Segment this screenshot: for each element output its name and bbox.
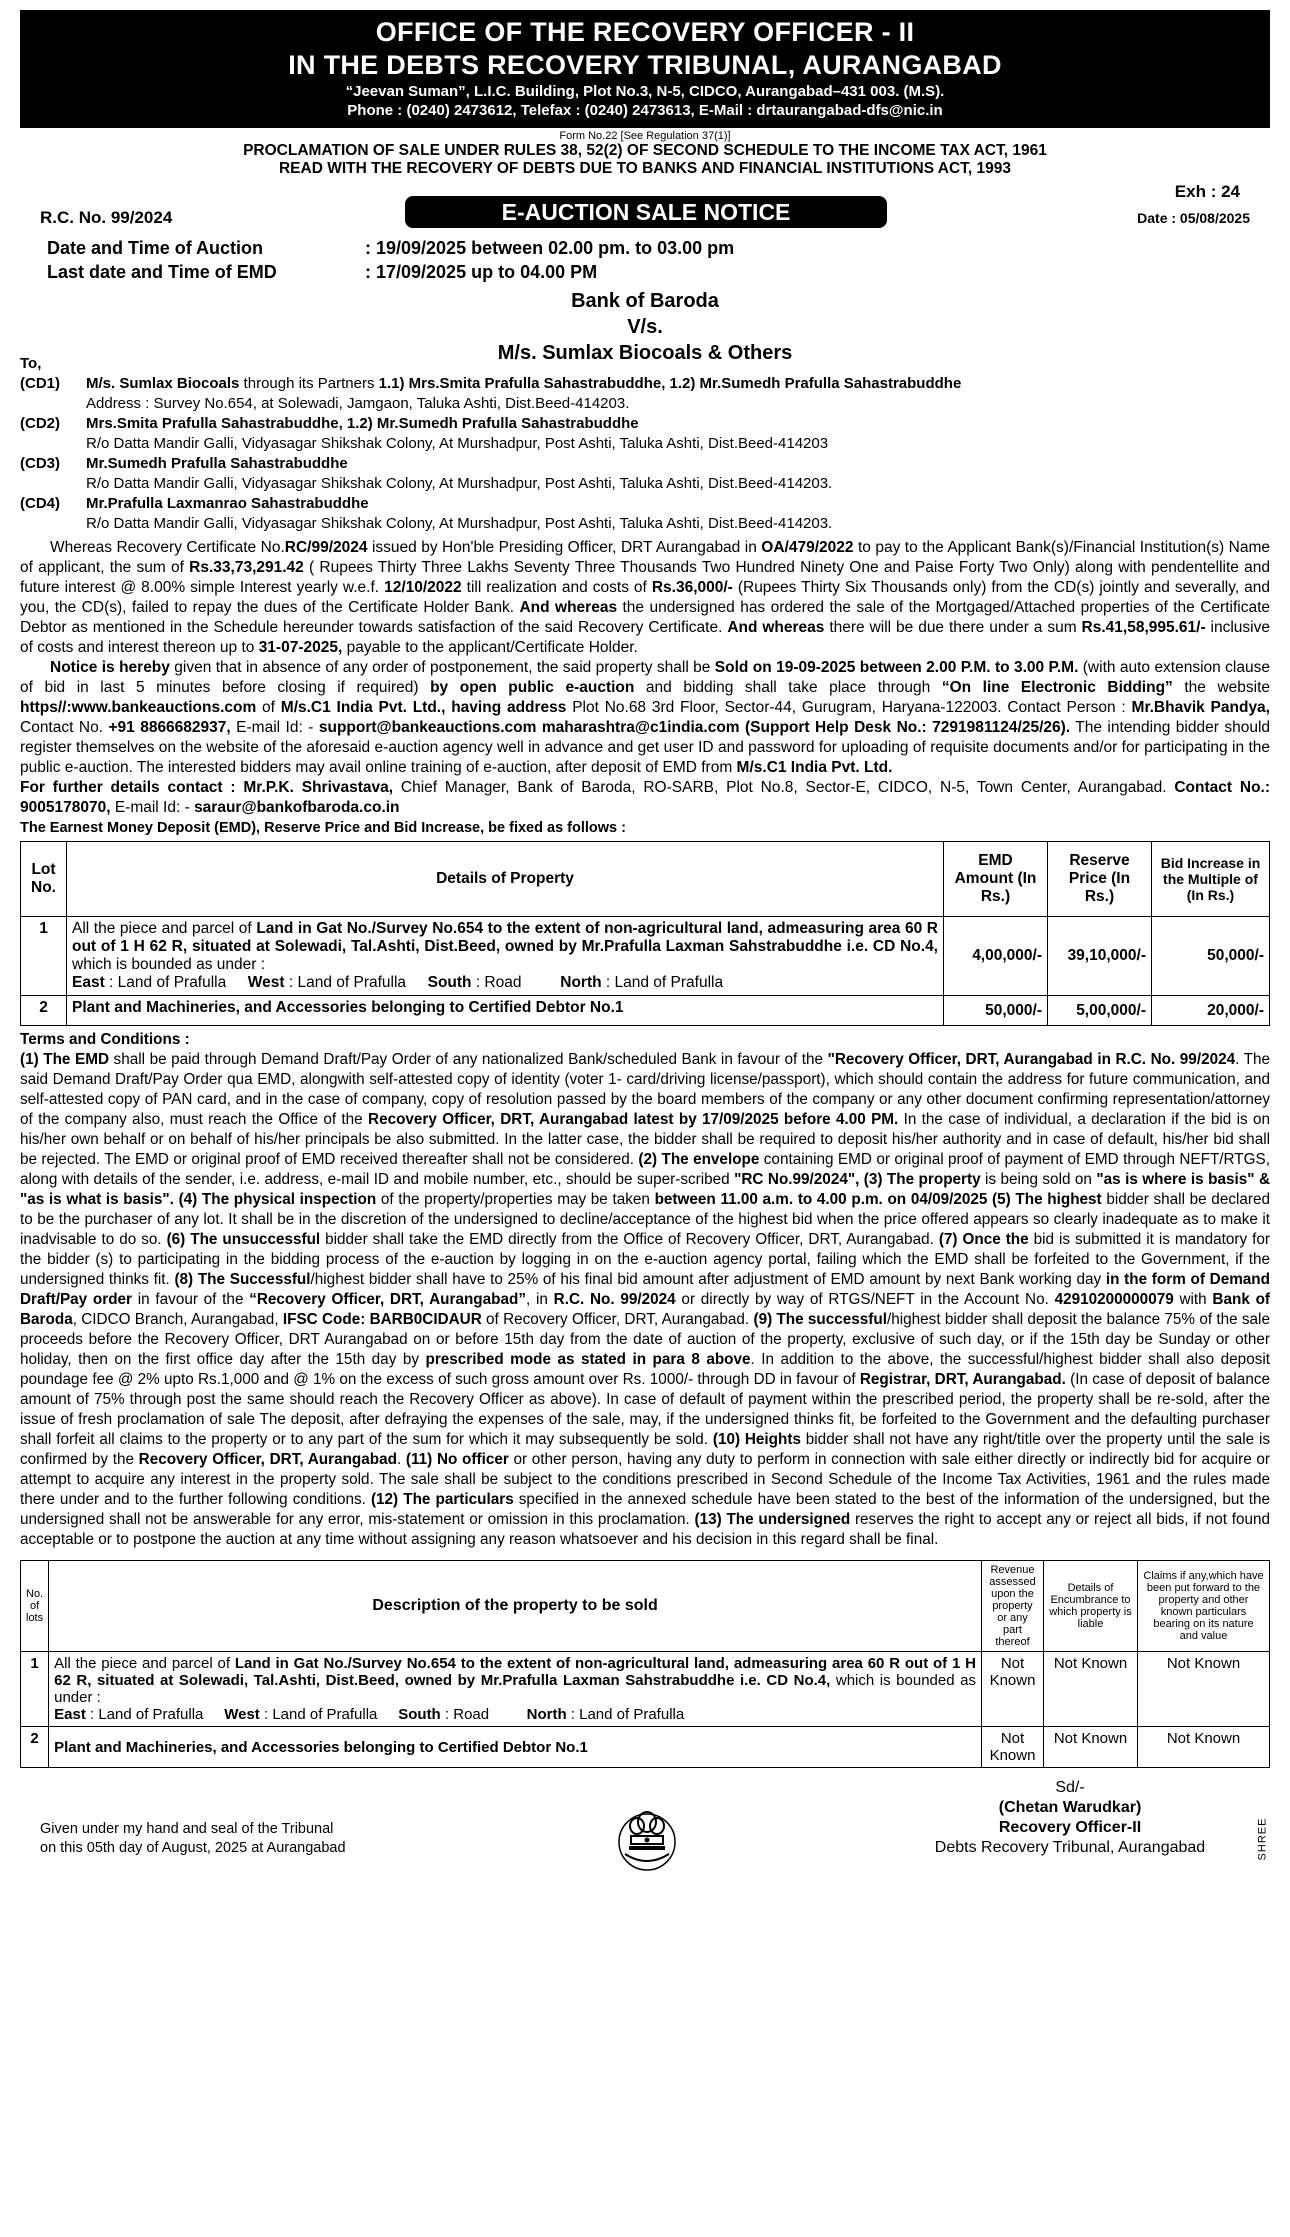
col-encumbrance: Details of Encumbrance to which property is liable <box>1044 1561 1138 1652</box>
tribunal-title: IN THE DEBTS RECOVERY TRIBUNAL, AURANGABAD <box>288 50 1002 80</box>
interest-date: 12/10/2022 <box>384 579 462 596</box>
term-bold-text: "RC No.99/2024", (3) The property <box>734 1171 981 1188</box>
lot-number: 1 <box>21 917 67 996</box>
rc-number: R.C. No. 99/2024 <box>40 208 173 227</box>
term-bold-text: (7) Once the <box>938 1231 1029 1248</box>
col-bid: Bid Increase in the Multiple of (In Rs.) <box>1152 842 1270 917</box>
term-bold-text: "as is where is basis" & "as is what is basis". (4) The physical inspection <box>20 1171 1270 1208</box>
term-bold-text: R.C. No. 99/2024 <box>553 1291 676 1308</box>
text: And whereas <box>519 599 618 616</box>
due-date: 31-07-2025, <box>258 639 343 656</box>
text: South <box>427 974 472 991</box>
notice-paragraph <box>20 658 1270 778</box>
term-text: or directly by way of RTGS/NEFT in the Account No. <box>675 1291 1055 1308</box>
col-lots: No. of lots <box>21 1561 49 1652</box>
term-bold-text: 42910200000079 <box>1054 1291 1174 1308</box>
text: issued by Hon'ble Presiding Officer, DRT Aurangabad in <box>367 539 762 556</box>
term-text: bid is submitted it is mandatory for the bidder (s) to participating in the bidding process of the e-auction by logging in on the e-auction agency portal, failing which the EMD shall be forfeited to the Government, if the undersigned thinks fit. <box>20 1231 1270 1288</box>
terms-body <box>20 1050 1270 1550</box>
auction-website-link[interactable]: https//:www.bankeauctions.com <box>20 699 257 716</box>
text: Land in Gat No./Survey No.654 to the extent of non-agricultural land, admeasuring area 60 R out of 1 H 62 R, situated at Solewadi, Tal.Ashti, Dist.Beed, owned by Mr.Prafulla Laxman Sahstrabuddhe i.e. CD No.4, <box>72 920 939 955</box>
term-bold-text: "Recovery Officer, DRT, Aurangabad in R.C. No. 99/2024 <box>827 1051 1236 1068</box>
auction-date-value: : 19/09/2025 between 02.00 pm. to 03.00 pm <box>365 238 735 258</box>
term-text: (In case of deposit of balance amount of 75% through post the same should reach the Recovery Officer as above). In case of default of payment within the prescribed period, the property shall be re-sold, after the issue of fresh proclamation of sale The deposit, after defraying the expenses of the sale, may, if the undersigned thinks fit, be forfeited to the Government and the defaulting purchaser shall forfeit all claims to the property or to any part of the sum for which it may subsequently be sold. <box>20 1371 1270 1448</box>
signed: Sd/- <box>1055 1779 1085 1796</box>
lot-number: 1 <box>21 1652 49 1727</box>
debtor-tag: (CD4) <box>20 495 60 512</box>
proclamation-line-2: READ WITH THE RECOVERY OF DEBTS DUE TO BANKS AND FINANCIAL INSTITUTIONS ACT, 1993 <box>278 160 1011 177</box>
signatory-name: (Chetan Warudkar) <box>998 1799 1142 1816</box>
term-bold-text: between 11.00 a.m. to 4.00 p.m. on 04/09/2025 (5) The highest <box>654 1191 1102 1208</box>
debtor-name: Mr.Prafulla Laxmanrao Sahastrabuddhe <box>86 495 369 512</box>
text: E-mail Id: - <box>230 719 319 736</box>
debtor-tag: (CD1) <box>20 375 60 392</box>
term-text: containing EMD or original proof of payment of EMD through NEFT/RTGS, along with details of the sender, i.e. address, e-mail ID and mobile number, etc., should be super-scribed <box>20 1151 1270 1188</box>
term-text: of Recovery Officer, DRT, Aurangabad. <box>481 1311 754 1328</box>
revenue-value: Not Known <box>982 1727 1044 1768</box>
term-bold-text: (9) The successful <box>753 1311 887 1328</box>
text: The intending bidder should register themselves on the website of the aforesaid e-auction agency well in advance and get user ID and password for uploading of requisite documents and/or for participating in the public e-auction. The interested bidders may avail online training of e-auction, after deposit of EMD from <box>20 719 1271 776</box>
term-text: . The said Demand Draft/Pay Order qua EMD, alongwith self-attested copy of identity (voter 1- card/driving license/passport), which should contain the address for future communication, and self-attested copy of PAN card, and in the case of company, copy of resolution passed by the board members of the company or any other document confirming representation/attorney of the company also, must reach the Office of the <box>20 1051 1270 1128</box>
term-text: In the case of individual, a declaration if the bid is on his/her own behalf or on behalf of his/her principals be also submitted. In the latter case, the bidder shall be required to deposit his/her authority and in case of default, his/her bid shall be rejected. The EMD or original proof of EMD received thereafter shall not be considered. <box>20 1111 1270 1168</box>
col-claims: Claims if any,which have been put forward to the property and other known particulars bearing on its nature and value <box>1138 1561 1270 1652</box>
text: North <box>560 974 602 991</box>
contact-phone: Contact No.: 9005178070, <box>20 779 1271 816</box>
term-bold-text: Bank of Baroda <box>20 1291 1271 1328</box>
text: which is bounded as under : <box>54 1672 976 1706</box>
text: Chief Manager, Bank of Baroda, RO-SARB, Plot No.8, Sector-E, CIDCO, N-5, Town Center, Aurangabad. <box>393 779 1175 796</box>
emd-date-value: : 17/09/2025 up to 04.00 PM <box>365 262 598 282</box>
term-bold-text: (13) The undersigned <box>694 1511 851 1528</box>
table-header-row <box>21 1561 1270 1652</box>
bid-increase: 20,000/- <box>1152 996 1270 1026</box>
debtor-entry <box>20 374 1270 414</box>
property-description <box>49 1652 982 1727</box>
reserve-price: 39,10,000/- <box>1048 917 1152 996</box>
text: : Land of Prafulla <box>259 1706 378 1723</box>
debtor-tag: (CD3) <box>20 455 60 472</box>
text: to pay to the Applicant Bank(s)/Financial Institution(s) Name of applicant, the sum of <box>20 539 1270 576</box>
term-text: is being sold on <box>980 1171 1097 1188</box>
term-text: or other person, having any duty to perform in connection with sale either directly or indirectly bid for acquire or attempt to acquire any interest in the property sold. The sale shall be subject to the conditions prescribed in Second Schedule of the Income Tax Activities, 1961 and the rules made there under and to the further following conditions. <box>20 1451 1271 1508</box>
text: and bidding shall take place through <box>634 679 942 696</box>
debtor-mid: through its Partners <box>239 375 379 392</box>
auction-times <box>47 236 1270 284</box>
bid-increase: 50,000/- <box>1152 917 1270 996</box>
debtor-entry <box>20 454 1270 494</box>
table-header-row <box>21 842 1270 917</box>
office-title: OFFICE OF THE RECOVERY OFFICER - II <box>375 17 915 47</box>
table-row <box>21 996 1270 1026</box>
text: : Road <box>440 1706 490 1723</box>
text: East <box>54 1706 86 1723</box>
contact-name: For further details contact : Mr.P.K. Shrivastava, <box>20 779 394 796</box>
text: (Rupees Thirty Six Thousands only) from the CD(s) jointly and severally, and you, the CD(s), failed to repay the dues of the Certificate Holder Bank. <box>20 579 1270 616</box>
term-text: . <box>396 1451 406 1468</box>
text: South <box>398 1706 441 1723</box>
lot-number: 2 <box>21 996 67 1026</box>
costs-amount: Rs.36,000/- <box>651 579 733 596</box>
text: Notice is hereby <box>50 659 170 676</box>
support-emails[interactable]: support@bankeauctions.com maharashtra@c1india.com (Support Help Desk No.: 7291981124/25/26). <box>318 719 1071 736</box>
encumbrance-value: Not Known <box>1044 1727 1138 1768</box>
proclamation-line-1: PROCLAMATION OF SALE UNDER RULES 38, 52(2) OF SECOND SCHEDULE TO THE INCOME TAX ACT, 1961 <box>243 142 1047 159</box>
form-number: Form No.22 [See Regulation 37(1)] <box>559 130 731 142</box>
term-text: shall be paid through Demand Draft/Pay Order of any nationalized Bank/scheduled Bank in favour of the <box>109 1051 828 1068</box>
text: North <box>526 1706 567 1723</box>
text: : Land of Prafulla <box>284 974 407 991</box>
emd-amount: 50,000/- <box>944 996 1048 1026</box>
term-bold-text: Registrar, DRT, Aurangabad. <box>859 1371 1066 1388</box>
emd-amount: 4,00,000/- <box>944 917 1048 996</box>
revenue-value: Not Known <box>982 1652 1044 1727</box>
oa-ref: OA/479/2022 <box>761 539 854 556</box>
signatory-designation: Recovery Officer-II <box>998 1819 1142 1836</box>
property-details <box>67 917 944 996</box>
text: : Land of Prafulla <box>566 1706 685 1723</box>
national-emblem-icon <box>617 1808 677 1872</box>
term-text: in favour of the <box>132 1291 250 1308</box>
col-lot: Lot No. <box>21 842 67 917</box>
emd-table <box>20 841 1270 1026</box>
term-bold-text: (1) The EMD <box>20 1051 109 1068</box>
text: ( Rupees Thirty Three Lakhs Seventy Three Thousands Two Hundred Ninety One and Paise Forty Two Only) along with pendentellite and future interest @ 8.00% simple Interest yearly w.e.f. <box>20 559 1270 596</box>
col-details: Details of Property <box>67 842 944 917</box>
text: All the piece and parcel of <box>72 920 257 937</box>
claims-value: Not Known <box>1138 1652 1270 1727</box>
text: West <box>224 1706 260 1723</box>
agency-name: M/s.C1 India Pvt. Ltd., having address <box>280 699 567 716</box>
versus: V/s. <box>627 316 663 338</box>
debtor-list <box>20 354 1270 534</box>
lot-number: 2 <box>21 1727 49 1768</box>
debtor-name: Mrs.Smita Prafulla Sahastrabuddhe, 1.2) Mr.Sumedh Prafulla Sahastrabuddhe <box>86 415 639 432</box>
text: the website <box>1172 679 1270 696</box>
term-text: /highest bidder shall deposit the balance 75% of the sale proceeds before the Recovery Officer, DRT Aurangabad on or before 15th day from the date of auction of the property, exclusive of such day, or if the 15th day be Sunday or other holiday, then on the first office day after the 15th day by <box>20 1311 1270 1368</box>
text: given that in absence of any order of postponement, the said property shall be <box>169 659 715 676</box>
text: E-mail Id: - <box>110 799 195 816</box>
emd-date-label: Last date and Time of EMD <box>47 262 277 282</box>
reserve-price: 5,00,000/- <box>1048 996 1152 1026</box>
text: which is bounded as under : <box>72 956 266 973</box>
signature-block <box>890 1778 1250 1858</box>
sale-date: Sold on 19-09-2025 between 2.00 P.M. to 3.00 P.M. <box>714 659 1079 676</box>
debtor-name: M/s. Sumlax Biocoals <box>86 375 240 392</box>
debtor-name: Mr.Sumedh Prafulla Sahastrabuddhe <box>86 455 348 472</box>
term-bold-text: in the form of Demand Draft/Pay order <box>20 1271 1270 1308</box>
text: East <box>72 974 105 991</box>
text: the undersigned has ordered the sale of the Mortgaged/Attached properties of the Certificate Debtor as mentioned in the Schedule hereunder towards satisfaction of the said Recovery Certificate. <box>20 599 1270 636</box>
property-details: Plant and Machineries, and Accessories belonging to Certified Debtor No.1 <box>67 996 944 1026</box>
text: inclusive of costs and interest thereon up to <box>20 619 1270 656</box>
text: Contact No. <box>20 719 109 736</box>
term-bold-text: (8) The Successful <box>174 1271 311 1288</box>
text: : Land of Prafulla <box>104 974 227 991</box>
text: : Land of Prafulla <box>601 974 724 991</box>
text: And whereas <box>727 619 825 636</box>
emd-heading: The Earnest Money Deposit (EMD), Reserve Price and Bid Increase, be fixed as follows : <box>20 820 626 836</box>
contact-paragraph <box>20 778 1270 818</box>
debtor-address: R/o Datta Mandir Galli, Vidyasagar Shikshak Colony, At Murshadpur, Post Ashti, Taluka Ashti, Dist.Beed-414203. <box>86 515 833 532</box>
text: All the piece and parcel of <box>54 1655 235 1672</box>
text: by open public e-auction <box>430 679 635 696</box>
debtor-entry <box>20 494 1270 534</box>
schedule-table <box>20 1560 1270 1768</box>
agency-name: M/s.C1 India Pvt. Ltd. <box>736 759 893 776</box>
text: there will be due there under a sum <box>824 619 1082 636</box>
shree-mark: SHREE <box>1256 1817 1269 1861</box>
term-text: reserves the right to accept any or reject all bids, if not found acceptable or to postpone the auction at any time without assigning any reason whatsoever and his decision in this regard shall be final. <box>20 1511 1270 1548</box>
given-line-2: on this 05th day of August, 2025 at Aurangabad <box>40 1840 346 1856</box>
terms-section <box>20 1030 1270 1550</box>
text: : Land of Prafulla <box>85 1706 204 1723</box>
auction-date-label: Date and Time of Auction <box>47 238 264 258</box>
term-bold-text: “Recovery Officer, DRT, Aurangabad” <box>249 1291 526 1308</box>
term-bold-text: (6) The unsuccessful <box>166 1231 321 1248</box>
col-emd: EMD Amount (In Rs.) <box>944 842 1048 917</box>
col-reserve: Reserve Price (In Rs.) <box>1048 842 1152 917</box>
office-contact: Phone : (0240) 2473612, Telefax : (0240) 2473613, E-Mail : drtaurangabad-dfs@nic.in <box>347 102 943 119</box>
term-text: /highest bidder shall have to 25% of his final bid amount after adjustment of EMD amount by next Bank working day <box>310 1271 1106 1288</box>
text: : Road <box>471 974 522 991</box>
text: Plot No.68 3rd Floor, Sector-44, Gurugram, Haryana-122003. Contact Person : <box>566 699 1132 716</box>
contact-email[interactable]: saraur@bankofbaroda.co.in <box>194 799 400 816</box>
term-text: bidder shall be declared to be the purchaser of any lot. It shall be in the discretion of the undersigned to decline/acceptance of the highest bid when the price offered appears so clearly inadequate as to make it inadvisable to do so. <box>20 1191 1270 1248</box>
e-auction-banner: E-AUCTION SALE NOTICE <box>405 196 887 228</box>
debtor-address: R/o Datta Mandir Galli, Vidyasagar Shikshak Colony, At Murshadpur, Post Ashti, Taluka Ashti, Dist.Beed-414203. <box>86 475 833 492</box>
rc-ref: RC/99/2024 <box>284 539 368 556</box>
debtor-name: M/s. Sumlax Biocoals & Others <box>497 342 793 364</box>
contact-person: Mr.Bhavik Pandya, <box>1131 699 1270 716</box>
text: of <box>256 699 281 716</box>
given-under-hand <box>40 1820 346 1858</box>
footer <box>20 1778 1270 1888</box>
term-text: specified in the annexed schedule have been stated to the best of the information of the undersigned, but the undersigned shall not be answerable for any error, mis-statement or omission in this proclamation. <box>20 1491 1270 1528</box>
term-text: bidder shall take the EMD directly from the Office of Recovery Officer, DRT, Aurangabad. <box>320 1231 939 1248</box>
text: Land in Gat No./Survey No.654 to the extent of non-agricultural land, admeasuring area 60 R out of 1 H 62 R, situated at Solewadi, Tal.Ashti, Dist.Beed, owned by Mr.Prafulla Laxman Sahstrabuddhe i.e. CD No.4, <box>54 1655 977 1689</box>
debtor-address: Address : Survey No.654, at Solewadi, Jamgaon, Taluka Ashti, Dist.Beed-414203. <box>86 395 630 412</box>
given-line-1: Given under my hand and seal of the Tribunal <box>40 1821 334 1837</box>
term-bold-text: (11) No officer <box>405 1451 509 1468</box>
encumbrance-value: Not Known <box>1044 1652 1138 1727</box>
header-banner <box>20 10 1270 128</box>
text: “On line Electronic Bidding” <box>941 679 1173 696</box>
term-bold-text: Recovery Officer, DRT, Aurangabad latest by 17/09/2025 before 4.00 PM. <box>368 1111 899 1128</box>
debtor-partners: 1.1) Mrs.Smita Prafulla Sahastrabuddhe, 1.2) Mr.Sumedh Prafulla Sahastrabuddhe <box>378 375 962 392</box>
to-label: To, <box>20 355 42 372</box>
table-row <box>21 1652 1270 1727</box>
term-text: , in <box>526 1291 554 1308</box>
term-text: , CIDCO Branch, Aurangabad, <box>72 1311 283 1328</box>
term-bold-text: (10) Heights <box>712 1431 801 1448</box>
table-row <box>21 917 1270 996</box>
col-description: Description of the property to be sold <box>49 1561 982 1652</box>
debtor-entry <box>20 414 1270 454</box>
recovery-paragraph <box>20 538 1270 658</box>
table-row <box>21 1727 1270 1768</box>
col-revenue: Revenue assessed upon the property or any part thereof <box>982 1561 1044 1652</box>
term-text: . In addition to the above, the successful/highest bidder shall also deposit poundage fee @ 2% upto Rs.1,000 and @ 1% on the excess of such gross amount over Rs. 1000/- through DD in favour of <box>20 1351 1270 1388</box>
signatory-office: Debts Recovery Tribunal, Aurangabad <box>934 1839 1206 1856</box>
notice-date: Date : 05/08/2025 <box>1137 210 1250 226</box>
property-description: Plant and Machineries, and Accessories belonging to Certified Debtor No.1 <box>49 1727 982 1768</box>
office-address: “Jeevan Suman”, L.I.C. Building, Plot No.3, N-5, CIDCO, Aurangabad–431 003. (M.S). <box>345 83 945 100</box>
term-bold-text: (12) The particulars <box>370 1491 514 1508</box>
term-bold-text: (2) The envelope <box>638 1151 760 1168</box>
term-text: with <box>1173 1291 1213 1308</box>
term-bold-text: prescribed mode as stated in para 8 above <box>425 1351 751 1368</box>
term-bold-text: Recovery Officer, DRT, Aurangabad <box>138 1451 397 1468</box>
terms-heading: Terms and Conditions : <box>20 1031 190 1048</box>
claims-value: Not Known <box>1138 1727 1270 1768</box>
principal-amount: Rs.33,73,291.42 <box>189 559 304 576</box>
term-bold-text: IFSC Code: BARB0CIDAUR <box>282 1311 482 1328</box>
term-text: of the property/properties may be taken <box>376 1191 655 1208</box>
text: till realization and costs of <box>461 579 652 596</box>
text: payable to the applicant/Certificate Holder. <box>342 639 638 656</box>
due-amount: Rs.41,58,995.61/- <box>1081 619 1206 636</box>
exhibit-number: Exh : 24 <box>1174 182 1240 201</box>
rc-row <box>20 180 1270 228</box>
bank-name: Bank of Baroda <box>571 290 719 312</box>
text: Whereas Recovery Certificate No. <box>50 539 285 556</box>
text: (with auto extension clause of bid in last 5 minutes before closing if required) <box>20 659 1270 696</box>
debtor-address: R/o Datta Mandir Galli, Vidyasagar Shikshak Colony, At Murshadpur, Post Ashti, Taluka Ashti, Dist.Beed-414203 <box>86 435 829 452</box>
text: West <box>247 974 285 991</box>
notice-page <box>20 10 1270 2227</box>
term-text: bidder shall not have any right/title over the property until the sale is confirmed by the <box>20 1431 1270 1468</box>
contact-phone: +91 8866682937, <box>108 719 231 736</box>
debtor-tag: (CD2) <box>20 415 60 432</box>
